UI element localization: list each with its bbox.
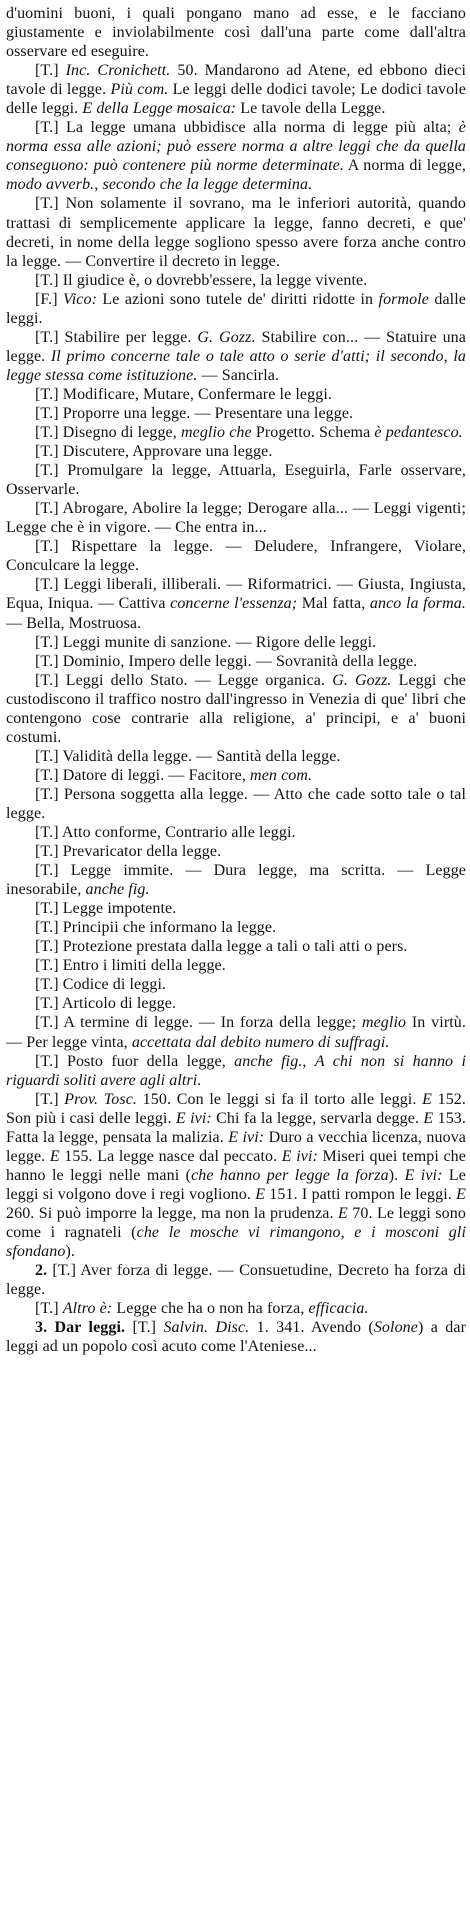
- entry-paragraph: [T.] Non solamente il sovrano, ma le inferiori autorità, quando trattasi di semplicemente applicare la legge, fanno decreti, e que' decreti, in nome della legge sogliono spesso avere forza anche contro la legge. — Convertire il decreto in legge.: [6, 195, 466, 270]
- dictionary-entry-text: [6, 4, 466, 1356]
- entry-paragraph: [T.] Promulgare la legge, Attuarla, Eseguirla, Farle osservare, Osservarle.: [6, 462, 466, 499]
- entry-paragraph: [T.] Dominio, Impero delle leggi. — Sovranità della legge.: [35, 652, 418, 670]
- entry-paragraph: [T.] La legge umana ubbidisce alla norma di legge più alta; è norma essa alle azioni; può essere norma a altre leggi che da quella conseguono: può contenere più norme determinate. A norma di legge, modo avverb., secondo che la legge determina.: [6, 119, 467, 194]
- entry-paragraph: [T.] Entro i limiti della legge.: [35, 957, 226, 975]
- entry-paragraph: [T.] Leggi liberali, illiberali. — Riformatrici. — Giusta, Ingiusta, Equa, Iniqua. — Cattiva concerne l'essenza; Mal fatta, anco la forma. — Bella, Mostruosa.: [6, 576, 466, 632]
- entry-paragraph: [T.] Il giudice è, o dovrebb'essere, la legge vivente.: [35, 271, 368, 289]
- entry-paragraph: [T.] Stabilire per legge. G. Gozz. Stabilire con... — Statuire una legge. Il primo concerne tale o tale atto o serie d'atti; il secondo, la legge stessa come istituzione. — Sancirla.: [6, 328, 466, 384]
- entry-paragraph: [T.] Rispettare la legge. — Deludere, Infrangere, Violare, Conculcare la legge.: [6, 538, 466, 575]
- entry-paragraph: [T.] Articolo di legge.: [35, 995, 177, 1013]
- entry-paragraph: [T.] Legge impotente.: [35, 900, 177, 918]
- entry-paragraph: [T.] Principii che informano la legge.: [35, 919, 277, 937]
- entry-paragraph: [T.] Altro è: Legge che ha o non ha forza, efficacia.: [35, 1300, 369, 1318]
- entry-paragraph: [T.] A termine di legge. — In forza della legge; meglio In virtù. — Per legge vinta, accettata dal debito numero di suffragi.: [6, 1014, 466, 1051]
- entry-paragraph: [T.] Abrogare, Abolire la legge; Derogare alla... — Leggi vigenti; Legge che è in vigore. — Che entra in...: [6, 500, 466, 537]
- entry-paragraph: [T.] Codice di leggi.: [35, 976, 167, 994]
- entry-paragraph: 3. Dar leggi. [T.] Salvin. Disc. 1. 341. Avendo (Solone) a dar leggi ad un popolo così acuto come l'Ateniese...: [6, 1319, 467, 1356]
- entry-paragraph: [T.] Proporre una legge. — Presentare una legge.: [35, 404, 354, 422]
- entry-paragraph: [T.] Legge immite. — Dura legge, ma scritta. — Legge inesorabile, anche fig.: [6, 862, 466, 899]
- entry-paragraph: [T.] Leggi munite di sanzione. — Rigore delle leggi.: [35, 633, 377, 651]
- entry-paragraph: [T.] Discutere, Approvare una legge.: [35, 443, 273, 461]
- entry-paragraph: [T.] Modificare, Mutare, Confermare le leggi.: [35, 385, 332, 403]
- entry-paragraph: [T.] Prevaricator della legge.: [35, 843, 222, 861]
- entry-paragraph: [T.] Inc. Cronichett. 50. Mandarono ad Atene, ed ebbono dieci tavole di legge. Più com. Le leggi delle dodici tavole; Le dodici tavole delle leggi. E della Legge mosaica: Le tavole della Legge.: [6, 62, 467, 118]
- entry-paragraph: [F.] Vico: Le azioni sono tutele de' diritti ridotte in formole dalle leggi.: [6, 290, 466, 327]
- entry-paragraph: [T.] Validità della legge. — Santità della legge.: [35, 747, 341, 765]
- entry-paragraph: [T.] Persona soggetta alla legge. — Atto che cade sotto tale o tal legge.: [6, 785, 466, 822]
- entry-paragraph: [T.] Prov. Tosc. 150. Con le leggi si fa il torto alle leggi. E 152. Son più i casi delle leggi. E ivi: Chi fa la legge, servarla degge. E 153. Fatta la legge, pensata la malizia. E ivi: Duro a vecchia licenza, nuova legge. E 155. La legge nasce dal peccato. E ivi: Miseri quei tempi che hanno le leggi nelle mani (che hanno per legge la forza). E ivi: Le leggi si volgono dove i regi vogliono. E 151. I patti rompon le leggi. E 260. Si può imporre la legge, ma non la prudenza. E 70. Le leggi sono come i ragnateli (che le mosche vi rimangono, e i mosconi gli sfondano).: [6, 1090, 467, 1261]
- entry-paragraph: 2. [T.] Aver forza di legge. — Consuetudine, Decreto ha forza di legge.: [6, 1262, 466, 1299]
- entry-paragraph: [T.] Datore di leggi. — Facitore, men com.: [35, 766, 313, 784]
- entry-paragraph: [T.] Posto fuor della legge, anche fig., A chi non si hanno i riguardi soliti avere agli altri.: [6, 1052, 466, 1089]
- entry-paragraph: d'uomini buoni, i quali pongano mano ad esse, e le facciano giustamente e inviolabilmente così dall'una parte come dall'altra osservare ed eseguire.: [6, 5, 466, 61]
- entry-paragraph: [T.] Disegno di legge, meglio che Progetto. Schema è pedantesco.: [35, 424, 463, 442]
- entry-paragraph: [T.] Leggi dello Stato. — Legge organica. G. Gozz. Leggi che custodiscono il traffico nostro dall'ingresso in Venezia di que' libri che contengono cose contrarie alla religione, a' principi, e a' buoni costumi.: [6, 671, 466, 746]
- entry-paragraph: [T.] Atto conforme, Contrario alle leggi.: [35, 824, 296, 842]
- entry-paragraph: [T.] Protezione prestata dalla legge a tali o tali atti o pers.: [35, 938, 408, 956]
